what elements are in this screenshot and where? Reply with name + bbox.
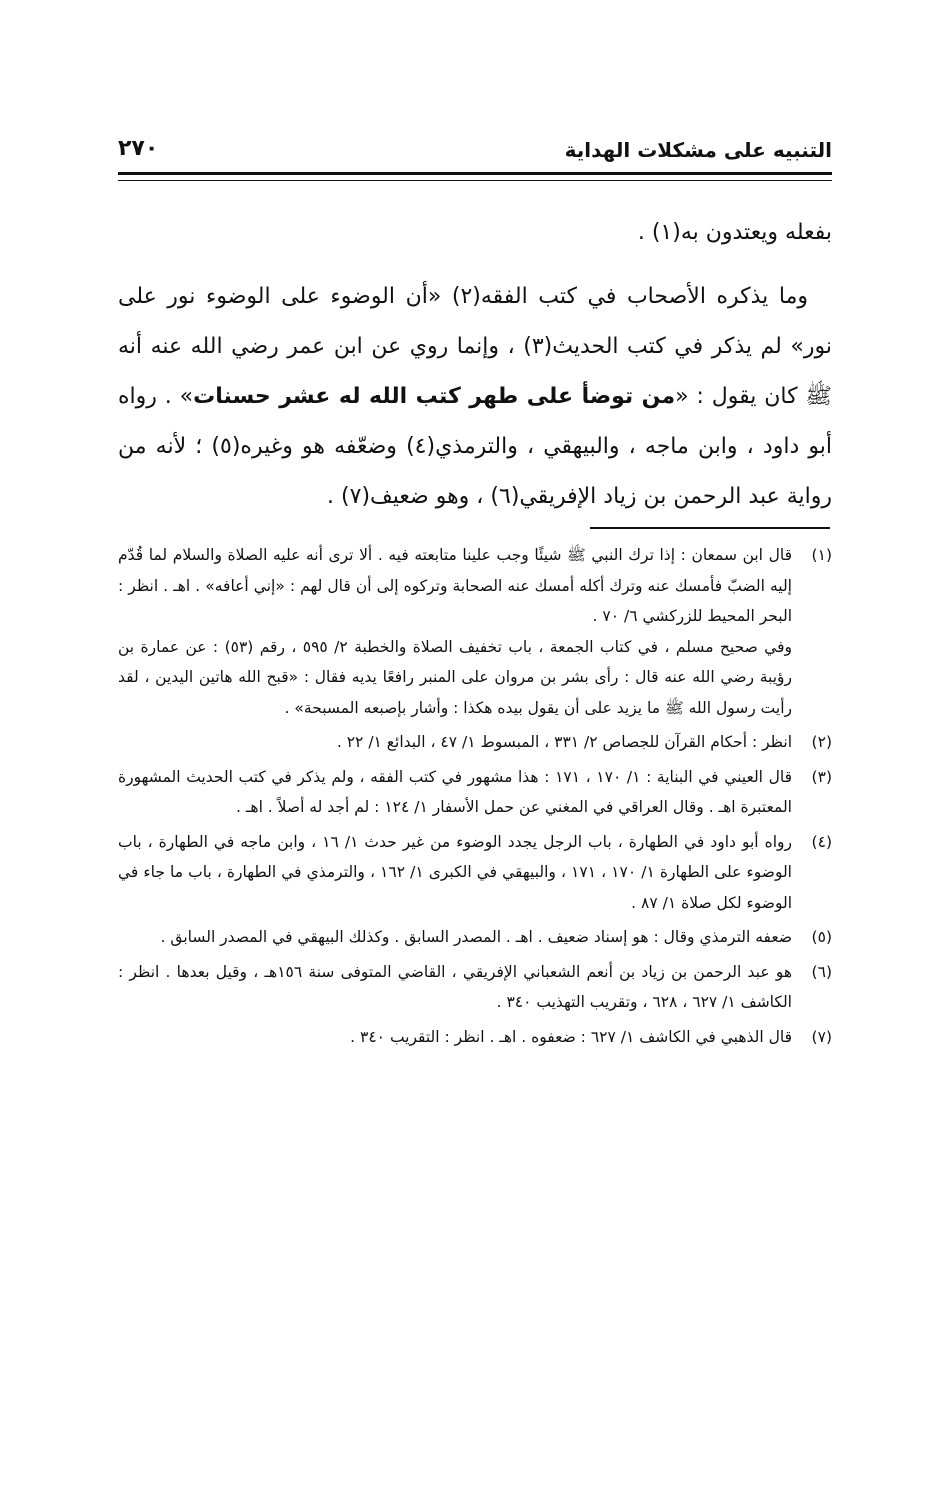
footnote xyxy=(118,1022,832,1053)
footnote-number: (٦) xyxy=(811,962,832,981)
footnote-number: (٧) xyxy=(811,1027,832,1046)
footnote-text: قال ابن سمعان : إذا ترك النبي ﷺ شيئًا وجب علينا متابعته فيه . ألا ترى أنه عليه الصلاة والسلام لما قُدّم إليه الضبّ فأمسك عنه وترك أكله أمسك عنه الصحابة وتركوه إلى أن قال لهم : «إني أعافه» . اهـ . انظر : البحر المحيط للزركشي ٦/ ٧٠ . xyxy=(118,546,792,625)
footnote-text: رواه أبو داود في الطهارة ، باب الرجل يجدد الوضوء من غير حدث ١/ ١٦ ، وابن ماجه في الطهارة ، باب الوضوء على الطهارة ١/ ١٧٠ ، ١٧١ ، والبيهقي في الكبرى ١/ ١٦٢ ، والترمذي في الطهارة ، باب ما جاء في الوضوء لكل صلاة ١/ ٨٧ . xyxy=(118,832,792,912)
footnote-number: (٥) xyxy=(811,928,832,946)
footnote xyxy=(118,540,832,723)
footnote-number: (٢) xyxy=(811,733,832,751)
footnote-text: هو عبد الرحمن بن زياد بن أنعم الشعباني الإفريقي ، القاضي المتوفى سنة ١٥٦هـ ، وقيل بعدها . انظر : الكاشف ١/ ٦٢٧ ، ٦٢٨ ، وتقريب التهذيب ٣٤٠ . xyxy=(118,962,792,1011)
footnote-text: قال العيني في البناية : ١/ ١٧٠ ، ١٧١ : هذا مشهور في كتب الفقه ، ولم يذكر في كتب الحديث المشهورة المعتبرة اهـ . وقال العراقي في المغني عن حمل الأسفار ١/ ١٢٤ : لم أجد له أصلاً . اهـ . xyxy=(118,767,792,816)
header-rule-thick xyxy=(118,172,832,175)
footnote-number: (٣) xyxy=(811,767,832,786)
footnote-number: (٤) xyxy=(811,832,832,851)
page-number: ٢٧٠ xyxy=(118,136,159,161)
paragraph-1: بفعله ويعتدون به(١) . xyxy=(637,220,832,245)
footnote-text: وفي صحيح مسلم ، في كتاب الجمعة ، باب تخفيف الصلاة والخطبة ٢/ ٥٩٥ ، رقم (٥٣) : عن عمارة بن رؤيبة رضي الله عنه قال : رأى بشر بن مروان على المنبر رافعًا يديه فقال : «قبح الله هاتين اليدين ، لقد رأيت رسول الله ﷺ ما يزيد على أن يقول بيده هكذا : وأشار بإصبعه المسبحة» . xyxy=(118,637,792,717)
footnote-number: (١) xyxy=(811,546,832,564)
footnote xyxy=(118,957,832,1018)
footnote xyxy=(118,727,832,758)
running-title: التنبيه على مشكلات الهداية xyxy=(564,138,832,162)
footnote-text: انظر : أحكام القرآن للجصاص ٢/ ٣٣١ ، المبسوط ١/ ٤٧ ، البدائع ١/ ٢٢ . xyxy=(336,733,792,751)
footnote-text: ضعفه الترمذي وقال : هو إسناد ضعيف . اهـ . المصدر السابق . وكذلك البيهقي في المصدر السابق . xyxy=(160,928,792,946)
header-rule-thin xyxy=(118,180,832,181)
running-header xyxy=(118,138,832,174)
main-text xyxy=(118,208,832,522)
footnote-separator xyxy=(590,527,830,529)
paragraph-2-part-b: » . رواه أبو داود ، وابن ماجه ، والبيهقي ، والترمذي(٤) وضعّفه هو وغيره(٥) ؛ لأنه من رواية عبد الرحمن بن زياد الإفريقي(٦) ، وهو ضعيف(٧) . xyxy=(118,384,832,509)
footnotes xyxy=(118,540,832,1052)
paragraph-2 xyxy=(118,272,832,522)
footnote xyxy=(118,827,832,919)
paragraph-2-part-a: وما يذكره الأصحاب في كتب الفقه(٢) «أن الوضوء على الوضوء نور على نور» لم يذكر في كتب الحديث(٣) ، وإنما روي عن ابن عمر رضي الله عنه أنه ﷺ كان يقول : « xyxy=(118,284,832,409)
hadith-quote: من توضأ على طهر كتب الله له عشر حسنات xyxy=(193,384,676,409)
footnote-text: قال الذهبي في الكاشف ١/ ٦٢٧ : ضعفوه . اهـ . انظر : التقريب ٣٤٠ . xyxy=(350,1027,792,1046)
footnote xyxy=(118,922,832,953)
footnote xyxy=(118,762,832,823)
